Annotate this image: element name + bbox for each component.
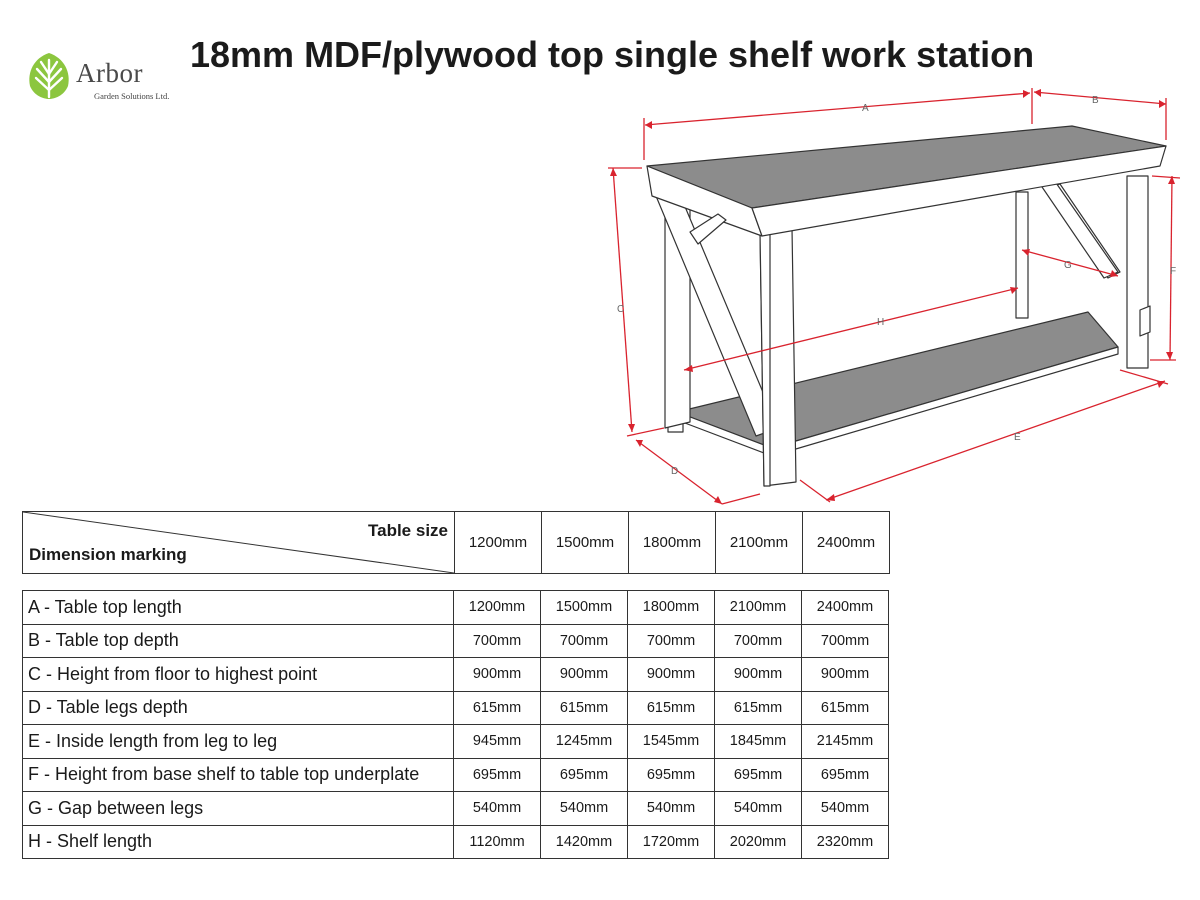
cell-value: 900mm <box>715 658 802 692</box>
cell-value: 615mm <box>715 691 802 725</box>
cell-value: 1800mm <box>628 591 715 625</box>
cell-value: 900mm <box>802 658 889 692</box>
table-row <box>23 691 889 725</box>
row-label: A - Table top length <box>23 591 454 625</box>
arbor-logo <box>24 50 174 110</box>
label-b: B <box>1092 95 1099 106</box>
size-header-2400: 2400mm <box>803 512 890 574</box>
cell-value: 900mm <box>541 658 628 692</box>
right-rear-leg <box>1127 176 1148 368</box>
table-row <box>23 658 889 692</box>
cell-value: 2020mm <box>715 825 802 859</box>
brand-subtitle: Garden Solutions Ltd. <box>94 91 170 101</box>
right-brace <box>1040 180 1118 278</box>
cell-value: 1420mm <box>541 825 628 859</box>
dimension-marking-heading: Dimension marking <box>29 545 187 564</box>
cell-value: 540mm <box>541 792 628 826</box>
leaf-icon <box>24 50 74 100</box>
label-g: G <box>1064 260 1072 271</box>
table-row <box>23 758 889 792</box>
cell-value: 540mm <box>715 792 802 826</box>
row-label: B - Table top depth <box>23 624 454 658</box>
workbench-diagram <box>598 82 1188 512</box>
cell-value: 700mm <box>802 624 889 658</box>
cell-value: 615mm <box>454 691 541 725</box>
back-right-leg <box>1016 192 1028 318</box>
cell-value: 695mm <box>715 758 802 792</box>
cell-value: 2145mm <box>802 725 889 759</box>
size-header-1800: 1800mm <box>629 512 716 574</box>
row-label: G - Gap between legs <box>23 792 454 826</box>
label-e: E <box>1014 432 1021 443</box>
cell-value: 695mm <box>454 758 541 792</box>
table-row <box>23 792 889 826</box>
row-label: C - Height from floor to highest point <box>23 658 454 692</box>
cell-value: 615mm <box>628 691 715 725</box>
cell-value: 540mm <box>802 792 889 826</box>
table-corner-cell <box>23 512 455 574</box>
table-row <box>23 725 889 759</box>
label-c: C <box>617 304 625 315</box>
table-row <box>23 591 889 625</box>
size-header-1500: 1500mm <box>542 512 629 574</box>
cell-value: 2400mm <box>802 591 889 625</box>
cell-value: 695mm <box>628 758 715 792</box>
cell-value: 1845mm <box>715 725 802 759</box>
cell-value: 2100mm <box>715 591 802 625</box>
label-d: D <box>671 466 679 477</box>
cell-value: 1120mm <box>454 825 541 859</box>
cell-value: 700mm <box>454 624 541 658</box>
cell-value: 615mm <box>802 691 889 725</box>
row-label: D - Table legs depth <box>23 691 454 725</box>
cell-value: 1545mm <box>628 725 715 759</box>
cell-value: 700mm <box>715 624 802 658</box>
table-size-heading: Table size <box>368 521 448 540</box>
size-header-table <box>22 511 890 574</box>
cell-value: 945mm <box>454 725 541 759</box>
cell-value: 1245mm <box>541 725 628 759</box>
dimensions-table <box>22 590 889 859</box>
cell-value: 700mm <box>541 624 628 658</box>
size-header-1200: 1200mm <box>455 512 542 574</box>
label-h: H <box>877 317 885 328</box>
cell-value: 615mm <box>541 691 628 725</box>
page-title: 18mm MDF/plywood top single shelf work station <box>190 34 1035 75</box>
row-label: H - Shelf length <box>23 825 454 859</box>
cell-value: 1200mm <box>454 591 541 625</box>
label-a: A <box>862 103 869 114</box>
cell-value: 1720mm <box>628 825 715 859</box>
size-header-2100: 2100mm <box>716 512 803 574</box>
table-row <box>23 825 889 859</box>
cell-value: 695mm <box>802 758 889 792</box>
label-f: F <box>1170 266 1177 277</box>
row-label: E - Inside length from leg to leg <box>23 725 454 759</box>
cell-value: 540mm <box>454 792 541 826</box>
table-row <box>23 624 889 658</box>
cell-value: 700mm <box>628 624 715 658</box>
brand-name: Arbor <box>76 58 143 88</box>
cell-value: 2320mm <box>802 825 889 859</box>
row-label: F - Height from base shelf to table top underplate <box>23 758 454 792</box>
cell-value: 540mm <box>628 792 715 826</box>
cell-value: 900mm <box>454 658 541 692</box>
cell-value: 695mm <box>541 758 628 792</box>
cell-value: 1500mm <box>541 591 628 625</box>
cell-value: 900mm <box>628 658 715 692</box>
